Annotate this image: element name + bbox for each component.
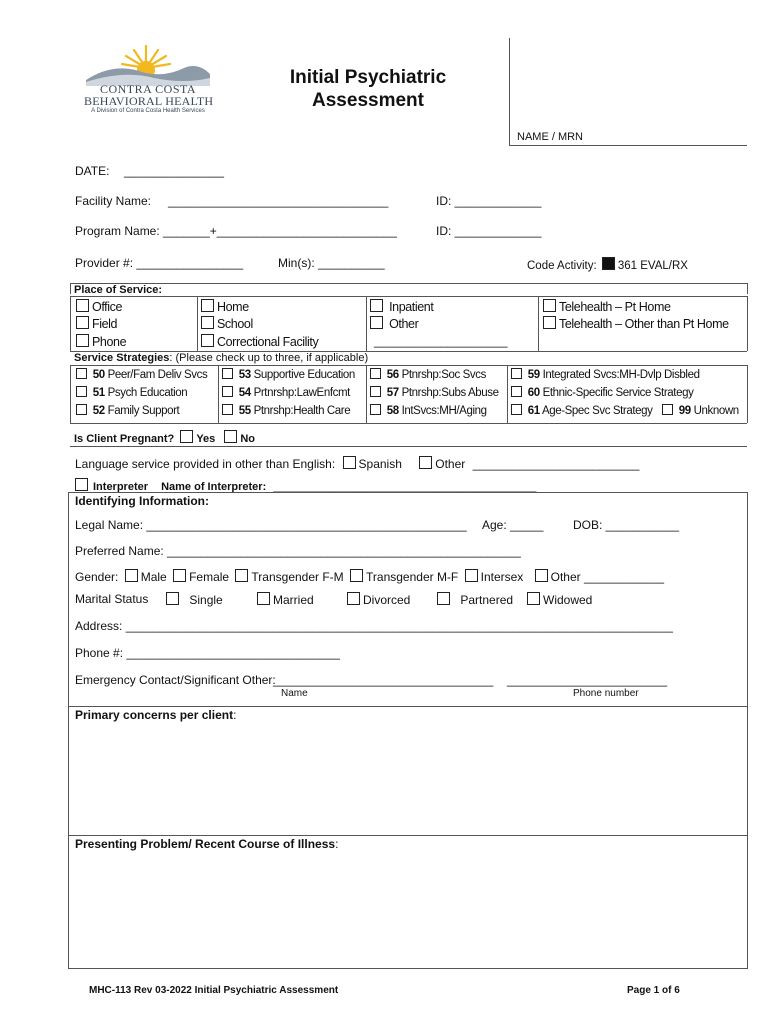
interpreter-name-label: Name of Interpreter: [161, 481, 267, 493]
ss-grid-right [747, 365, 748, 423]
provider-number-field[interactable]: Provider #: ________________ [75, 256, 244, 270]
gender-label: Gender: [75, 570, 119, 584]
pos-grid-div3 [538, 296, 539, 351]
ss-grid-div1 [218, 365, 219, 423]
strategy-label: Ptnrshp:Subs Abuse [401, 387, 499, 399]
presenting-bottom-border [68, 968, 747, 969]
strategy-checkbox[interactable] [76, 404, 87, 415]
strategy-label: Integrated Svcs:MH-Dvlp Disbled [542, 369, 700, 381]
marital-label: Married [273, 593, 314, 607]
strategy-item[interactable] [511, 386, 693, 399]
pos-field-checkbox[interactable] [76, 316, 89, 329]
gender-option: Male [140, 570, 167, 584]
gender-option: Transgender F-M [251, 570, 344, 584]
legal-name-field[interactable]: Legal Name: ________________________________________________ [75, 518, 467, 532]
strategy-number: 99 [678, 405, 691, 417]
pos-other-checkbox[interactable] [370, 316, 383, 329]
pos-correctional-checkbox[interactable] [201, 334, 214, 347]
strategy-label: Ptnrshp:Soc Svcs [401, 369, 486, 381]
strategy-item[interactable] [370, 404, 487, 417]
marital-checkbox[interactable] [347, 592, 360, 605]
marital-label: Partnered [460, 593, 514, 607]
ss-grid-bottom [70, 423, 747, 424]
strategy-item[interactable] [222, 386, 350, 399]
gender-option: Other ____________ [550, 570, 665, 584]
primary-concerns-heading [75, 708, 236, 722]
gender-checkbox[interactable] [173, 569, 186, 582]
strategy-number: 56 [386, 369, 399, 381]
language-spanish-label: Spanish [358, 457, 402, 471]
pos-other-field[interactable]: ____________________ [374, 334, 508, 348]
pos-field-label: Field [92, 317, 118, 331]
pos-school-checkbox[interactable] [201, 316, 214, 329]
emergency-phone-caption: Phone number [573, 688, 639, 699]
pos-inpatient[interactable] [370, 299, 433, 314]
name-mrn-label: NAME / MRN [517, 131, 583, 143]
interpreter-row [75, 478, 536, 493]
place-of-service-label: Place of Service: [74, 284, 163, 296]
strategy-label: Psych Education [107, 387, 188, 399]
page-number: Page 1 of 6 [627, 985, 680, 996]
strategy-label: Peer/Fam Deliv Svcs [107, 369, 208, 381]
strategy-label: Supportive Education [253, 369, 355, 381]
strategy-label: Prtnrshp:LawEnfcmt [253, 387, 350, 399]
emergency-contact-label: Emergency Contact/Significant Other: [75, 673, 276, 687]
pos-telehealth-other[interactable] [543, 316, 729, 331]
identifying-right-border [747, 492, 748, 969]
gender-checkbox[interactable] [535, 569, 548, 582]
language-spanish-checkbox[interactable] [343, 456, 356, 469]
interpreter-name-field[interactable]: ___________________________________________ [273, 481, 537, 493]
pregnancy-yes-label: Yes [196, 433, 216, 445]
minutes-field[interactable]: Min(s): __________ [278, 256, 385, 270]
pos-telehealth-home-label: Telehealth – Pt Home [559, 300, 671, 314]
pos-correctional[interactable] [201, 334, 318, 349]
strategy-item[interactable] [76, 404, 179, 417]
marital-checkbox[interactable] [437, 592, 450, 605]
org-name-line1: CONTRA COSTA [99, 82, 197, 96]
program-name-field[interactable]: Program Name: _______+___________________________ [75, 224, 397, 238]
pos-right-border [747, 283, 748, 294]
pos-grid-div2 [366, 296, 367, 351]
strategy-label: Family Support [107, 405, 180, 417]
pos-office-checkbox[interactable] [76, 299, 89, 312]
pregnancy-question [74, 430, 255, 445]
pregnancy-no-label: No [240, 433, 256, 445]
presenting-problem-heading [75, 837, 338, 851]
strategy-number: 57 [386, 387, 399, 399]
pos-left-border [70, 283, 71, 294]
marital-option[interactable] [437, 592, 513, 607]
address-field[interactable]: Address: __________________________________________________________________________________ [75, 619, 673, 633]
strategy-item[interactable] [222, 404, 350, 417]
phone-field[interactable]: Phone #: ________________________________ [75, 646, 340, 660]
strategy-number: 52 [92, 405, 105, 417]
strategy-checkbox[interactable] [511, 368, 522, 379]
strategy-number: 54 [238, 387, 251, 399]
emergency-name-caption: Name [281, 688, 308, 699]
strategy-checkbox[interactable] [662, 404, 673, 415]
emergency-contact-phone-field[interactable]: ________________________ [507, 673, 668, 687]
pos-school[interactable] [201, 316, 253, 331]
strategy-number: 53 [238, 369, 251, 381]
pos-top-border [70, 283, 747, 284]
gender-row [75, 569, 664, 584]
ss-grid-div2 [366, 365, 367, 423]
preferred-name-field[interactable]: Preferred Name: _____________________________________________________ [75, 544, 521, 558]
marital-checkbox[interactable] [166, 592, 179, 605]
mrn-box-bottom-border [509, 145, 747, 146]
pos-grid-right [747, 296, 748, 351]
pos-telehealth-home[interactable] [543, 299, 671, 314]
strategy-label: Unknown [693, 405, 739, 417]
gender-option: Female [189, 570, 230, 584]
mrn-box-left-border [509, 38, 510, 145]
pregnancy-yes-checkbox[interactable] [180, 430, 193, 443]
pos-field[interactable] [76, 316, 117, 331]
interpreter-checkbox[interactable] [75, 478, 88, 491]
marital-option[interactable] [257, 592, 314, 607]
facility-id-field[interactable]: ID: _____________ [436, 194, 542, 208]
marital-label: Widowed [543, 593, 593, 607]
strategy-checkbox[interactable] [76, 386, 87, 397]
pos-other-label: Other [389, 317, 419, 331]
strategy-label: IntSvcs:MH/Aging [401, 405, 487, 417]
gender-checkbox[interactable] [235, 569, 248, 582]
service-strategies-heading [74, 352, 368, 364]
language-other-checkbox[interactable] [419, 456, 432, 469]
interpreter-label: Interpreter [93, 481, 149, 493]
age-field[interactable]: Age: _____ [482, 518, 544, 532]
strategy-checkbox[interactable] [222, 404, 233, 415]
code-activity-value: 361 EVAL/RX [617, 260, 688, 272]
marital-label: Single [189, 593, 223, 607]
strategy-item[interactable] [370, 368, 486, 381]
pos-other[interactable] [370, 316, 418, 331]
strategy-checkbox[interactable] [76, 368, 87, 379]
code-activity-checkbox[interactable] [602, 257, 615, 270]
primary-concerns-area[interactable] [70, 726, 746, 834]
pos-school-label: School [217, 317, 253, 331]
strategy-number: 58 [386, 405, 399, 417]
gender-checkbox[interactable] [125, 569, 138, 582]
pos-grid-top [70, 296, 747, 297]
form-title-line1: Initial Psychiatric [289, 67, 447, 88]
presenting-problem-label: Presenting Problem/ Recent Course of Illness [75, 837, 336, 851]
ss-grid-top [70, 365, 747, 366]
marital-option[interactable] [166, 592, 223, 607]
code-activity-label [527, 257, 688, 272]
pos-phone-label: Phone [92, 335, 127, 349]
gender-checkbox[interactable] [350, 569, 363, 582]
identifying-heading: Identifying Information: [75, 494, 209, 508]
pos-phone[interactable] [76, 334, 126, 349]
marital-option[interactable] [347, 592, 410, 607]
strategy-item[interactable] [370, 386, 499, 399]
service-strategies-label: Service Strategies [74, 352, 170, 364]
pos-correctional-label: Correctional Facility [217, 335, 319, 349]
concerns-top-border [68, 706, 747, 707]
marital-option[interactable] [527, 592, 592, 607]
strategy-checkbox[interactable] [511, 386, 522, 397]
strategy-number: 55 [238, 405, 251, 417]
strategy-item[interactable] [76, 386, 187, 399]
pos-office[interactable] [76, 299, 122, 314]
strategy-item[interactable] [511, 404, 652, 417]
dob-field[interactable]: DOB: ___________ [573, 518, 680, 532]
strategy-number: 60 [527, 387, 540, 399]
date-field[interactable]: _______________ [124, 164, 225, 178]
pos-telehealth-other-label: Telehealth – Other than Pt Home [559, 317, 729, 331]
language-other-field[interactable]: _________________________ [472, 457, 640, 471]
identifying-top-border [68, 492, 747, 493]
pos-home[interactable] [201, 299, 249, 314]
pos-inpatient-checkbox[interactable] [370, 299, 383, 312]
strategy-item[interactable] [511, 368, 700, 381]
facility-name-label: Facility Name: [75, 194, 152, 208]
form-title-line2: Assessment [312, 90, 424, 111]
pos-office-label: Office [92, 300, 123, 314]
marital-checkbox[interactable] [527, 592, 540, 605]
facility-name-field[interactable]: _________________________________ [168, 194, 389, 208]
marital-status-label: Marital Status [75, 592, 149, 606]
pregnancy-divider [70, 446, 747, 447]
org-logo [84, 44, 212, 116]
strategy-number: 59 [527, 369, 540, 381]
org-name-line2: BEHAVIORAL HEALTH [84, 94, 214, 108]
ss-grid-left [70, 365, 71, 423]
strategy-number: 51 [92, 387, 105, 399]
strategy-number: 50 [92, 369, 105, 381]
pregnancy-no-checkbox[interactable] [224, 430, 237, 443]
language-other-label: Other [435, 457, 466, 471]
presenting-problem-area[interactable] [70, 855, 746, 967]
service-strategies-hint: : (Please check up to three, if applicable) [169, 352, 369, 364]
language-row [75, 456, 639, 471]
form-id-footer: MHC-113 Rev 03-2022 Initial Psychiatric Assessment [89, 985, 339, 996]
gender-option: Transgender M-F [366, 570, 459, 584]
pos-telehealth-home-checkbox[interactable] [543, 299, 556, 312]
date-label: DATE: [75, 164, 110, 178]
strategy-number: 61 [527, 405, 540, 417]
language-label: Language service provided in other than English: [75, 457, 336, 471]
strategy-label: Ethnic-Specific Service Strategy [542, 387, 694, 399]
strategy-checkbox[interactable] [222, 386, 233, 397]
strategy-checkbox[interactable] [222, 368, 233, 379]
strategy-checkbox[interactable] [370, 386, 381, 397]
pos-home-label: Home [217, 300, 249, 314]
strategy-item[interactable] [662, 404, 739, 417]
pos-grid-left [70, 296, 71, 351]
ss-grid-div3 [507, 365, 508, 423]
pregnancy-label: Is Client Pregnant? [74, 433, 175, 445]
presenting-top-border [68, 835, 747, 836]
sun-mountain-icon [84, 44, 212, 86]
emergency-contact-name-field[interactable]: _________________________________ [273, 673, 494, 687]
gender-checkbox[interactable] [465, 569, 478, 582]
strategy-checkbox[interactable] [511, 404, 522, 415]
gender-option: Intersex [480, 570, 524, 584]
pos-phone-checkbox[interactable] [76, 334, 89, 347]
program-id-field[interactable]: ID: _____________ [436, 224, 542, 238]
pos-grid-div1 [197, 296, 198, 351]
org-name-line3: A Division of Contra Costa Health Services [91, 108, 205, 114]
primary-concerns-label: Primary concerns per client [75, 708, 234, 722]
identifying-left-border [68, 492, 69, 969]
strategy-item[interactable] [222, 368, 355, 381]
strategy-label: Ptnrshp:Health Care [253, 405, 351, 417]
presenting-problem-colon: : [335, 837, 339, 851]
pos-inpatient-label: Inpatient [389, 300, 434, 314]
strategy-checkbox[interactable] [370, 368, 381, 379]
strategy-item[interactable] [76, 368, 207, 381]
pos-home-checkbox[interactable] [201, 299, 214, 312]
marital-checkbox[interactable] [257, 592, 270, 605]
strategy-label: Age-Spec Svc Strategy [541, 405, 653, 417]
primary-concerns-colon: : [233, 708, 237, 722]
code-activity-text: Code Activity: [527, 260, 597, 272]
pos-telehealth-other-checkbox[interactable] [543, 316, 556, 329]
marital-label: Divorced [363, 593, 411, 607]
strategy-checkbox[interactable] [370, 404, 381, 415]
